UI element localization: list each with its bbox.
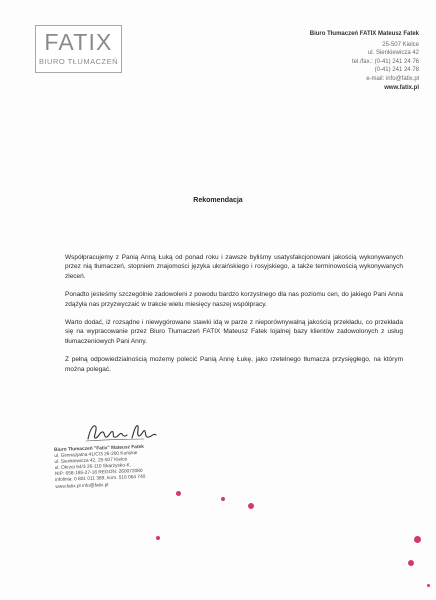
letterhead-contact bbox=[310, 30, 419, 92]
contact-postal: 25-507 Kielce bbox=[382, 41, 419, 48]
paragraph-3: Warto dodać, iż rozsądne i niewygórowane stawki idą w parze z nieporównywalną jakością przekładu, co przekłada się na wypracowanie przez Biuro Tłumaczeń FATIX Mateusz Fatek lojalnej bazy klientów zadowolonych z usług tłumaczeniowych Pani Anny. bbox=[65, 319, 403, 345]
stamp-line-4: NIP: 658-185-27-18 REGON: 260072080 bbox=[54, 469, 143, 478]
ink-stain bbox=[176, 491, 181, 496]
contact-phone-fax: tel./fax.: (0-41) 241 24 76 bbox=[351, 58, 419, 65]
stamp-line-5: infolinia: 0 801 011 389, kom. 516 064 740 bbox=[55, 475, 146, 484]
paragraph-1: Współpracujemy z Panią Anną Łuką od ponad roku i zawsze byliśmy usatysfakcjonowani jakością wykonywanych przez nią tłumaczeń, stopniem znajomości języka ukraińskiego i rosyjskiego, a także terminowością wykonywanych zleceń. bbox=[65, 254, 403, 280]
company-logo bbox=[35, 25, 122, 73]
paragraph-2: Ponadto jesteśmy szczególnie zadowoleni z powodu bardzo korzystnego dla nas poziomu cen, do jakiego Pani Anna zdążyła nas przyzwyczaić w trakcie wielu miesięcy naszej współpracy. bbox=[65, 291, 403, 308]
ink-stain bbox=[221, 497, 225, 501]
stamp-line-3: ul. Okrzei 64/3 26-110 Skarżysko-K. bbox=[54, 463, 132, 472]
contact-street: ul. Sienkiewicza 42 bbox=[367, 50, 419, 57]
contact-phone-2: (0-41) 241 24 78 bbox=[374, 67, 419, 74]
logo-main-text: FATIX bbox=[44, 29, 113, 55]
ink-stain bbox=[248, 503, 254, 509]
contact-company: Biuro Tłumaczeń FATIX Mateusz Fatek bbox=[309, 31, 419, 37]
ink-stain bbox=[427, 584, 430, 587]
handwritten-signature bbox=[84, 417, 164, 447]
stamp-line-2: ul. Sienkiewicza 42, 25-507 Kielce bbox=[54, 457, 128, 466]
letter-body bbox=[65, 253, 403, 383]
ink-stain bbox=[408, 560, 414, 566]
stamp-line-6: www.fatix.pl info@fatix.pl bbox=[55, 482, 109, 490]
stamp-name: Biuro Tłumaczeń "Fatix" Mateusz Fatek bbox=[54, 444, 144, 453]
contact-website: www.fatix.pl bbox=[384, 84, 419, 91]
stamp-line-1: ul. Gimnazjalna 41/C/3 26-200 Końskie bbox=[54, 451, 138, 460]
logo-sub-text: BIURO TŁUMACZEŃ bbox=[38, 57, 119, 66]
paragraph-4: Z pełną odpowiedzialnością możemy polecić Panią Annę Łukę, jako rzetelnego tłumacza przysięgłego, na którym można polegać. bbox=[65, 356, 403, 373]
company-stamp bbox=[54, 444, 167, 491]
contact-email: e-mail: info@fatix.pl bbox=[366, 75, 419, 82]
ink-stain bbox=[414, 536, 421, 543]
ink-stain bbox=[156, 536, 160, 540]
document-title: Rekomendacja bbox=[193, 197, 243, 204]
